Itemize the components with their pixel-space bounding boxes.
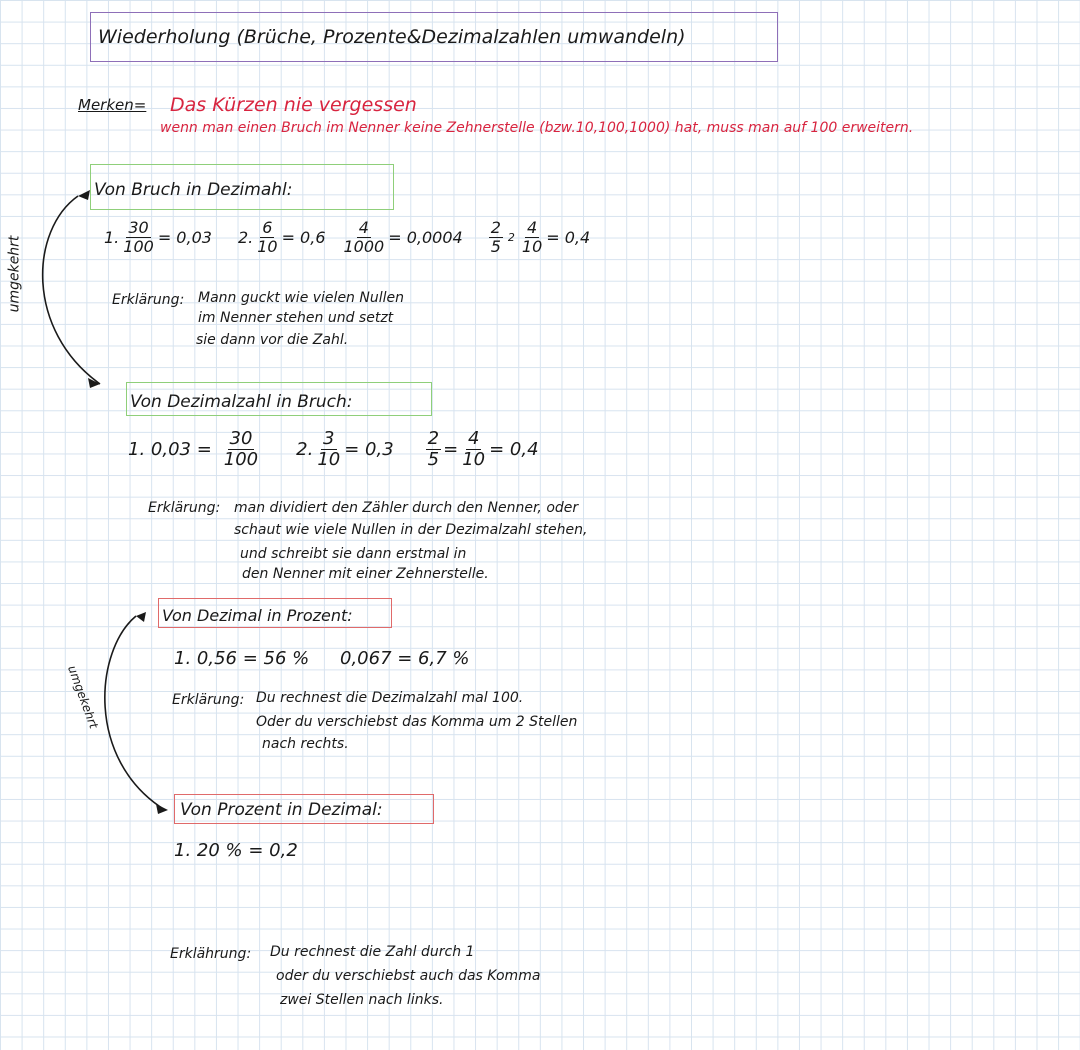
merken-rule-1: Das Kürzen nie vergessen [170,94,417,116]
explain-3-line-3: nach rechts. [262,736,349,752]
explain-4-line-3: zwei Stellen nach links. [280,992,444,1008]
ex3-result: = 0,0004 [388,228,463,247]
heading-bruch-dezimal: Von Bruch in Dezimahl: [94,180,293,200]
dezimal-prozent-example-2: 0,067 = 6,7 % [340,648,470,669]
explain-2-line-1: man dividiert den Zähler durch den Nenner, oder [234,500,579,516]
explain-2-line-2: schaut wie viele Nullen in der Dezimalzahl stehen, [234,522,588,538]
explain-label-2: Erklärung: [148,500,221,516]
page-title: Wiederholung (Brüche, Prozente&Dezimalzahlen umwandeln) [98,26,686,48]
fraction-2-5: $\frac{2}{5}$ [490,218,501,256]
side-label-umgekehrt-2: umgekehrt [65,663,101,731]
fraction-3-10: $\frac{3}{10}$ [317,428,341,470]
ex1-prefix: 1. [104,228,120,247]
explain-4-line-2: oder du verschiebst auch das Komma [276,968,541,984]
explain-label-1: Erklärung: [112,292,185,308]
ex1-prefix: 1. 0,03 = [128,439,212,460]
arrow-head-down-bottom [156,804,168,814]
explain-2-line-4: den Nenner mit einer Zehnerstelle. [242,566,489,582]
arrow-curve-bottom [105,616,165,810]
heading-dezimal-bruch: Von Dezimalzahl in Bruch: [130,392,353,412]
fraction-4-10: $\frac{4}{10}$ [462,428,486,470]
fraction-30-100: $\frac{30}{100}$ [223,428,259,470]
bruch-dezimal-examples [104,220,590,255]
explain-4-line-1: Du rechnest die Zahl durch 1 [270,944,475,960]
explain-1-line-3: sie dann vor die Zahl. [196,332,349,348]
ex3-eq: = [443,439,459,460]
explain-2-line-3: und schreibt sie dann erstmal in [240,546,467,562]
fraction-6-10: $\frac{6}{10}$ [257,218,278,256]
ex2-result: = 0,3 [344,439,394,460]
explain-1-line-1: Mann guckt wie vielen Nullen [198,290,404,306]
ex2-prefix: 2. [237,228,254,247]
merken-label: Merken= [78,96,147,114]
side-label-umgekehrt-1: umgekehrt [6,235,23,313]
arrow-head-up-bottom [136,612,146,622]
explain-3-line-2: Oder du verschiebst das Komma um 2 Stellen [256,714,578,730]
heading-dezimal-prozent: Von Dezimal in Prozent: [162,606,353,625]
fraction-4-1000: $\frac{4}{1000}$ [343,218,385,256]
explain-3-line-1: Du rechnest die Dezimalzahl mal 100. [256,690,524,706]
ex2-prefix: 2. [296,439,314,460]
ex3-result: = 0,4 [489,439,539,460]
arrow-head-up-top [78,190,90,200]
fraction-2-5: $\frac{2}{5}$ [427,428,440,470]
explain-1-line-2: im Nenner stehen und setzt [198,310,394,326]
ex4-result: = 0,4 [546,228,591,247]
explain-label-4: Erklährung: [170,946,252,962]
prozent-dezimal-example-1: 1. 20 % = 0,2 [174,840,298,861]
fraction-30-100: $\frac{30}{100}$ [123,218,154,256]
dezimal-prozent-example-1: 1. 0,56 = 56 % [174,648,310,669]
merken-rule-2: wenn man einen Bruch im Nenner keine Zehnerstelle (bzw.10,100,1000) hat, muss man auf 100 erweitern. [160,120,914,136]
ex1-result: = 0,03 [157,228,212,247]
arrow-curve-top [43,196,100,384]
dezimal-bruch-examples [128,430,539,469]
explain-label-3: Erklärung: [172,692,245,708]
heading-prozent-dezimal: Von Prozent in Dezimal: [180,800,383,820]
fraction-4-10: $\frac{4}{10}$ [521,218,543,256]
ex2-result: = 0,6 [281,228,326,247]
ex4-mid: 2 [507,231,515,244]
